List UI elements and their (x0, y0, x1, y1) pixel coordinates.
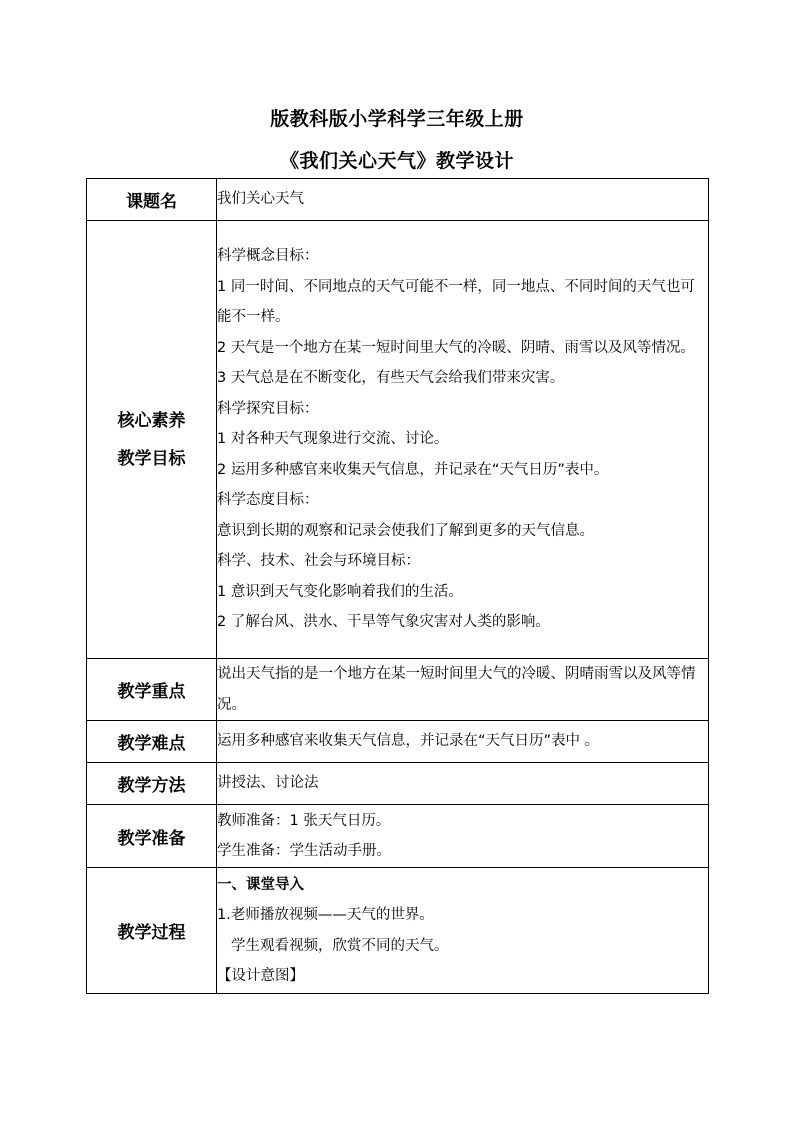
difficulties-value: 运用多种感官来收集天气信息，并记录在“天气日历”表中 。 (217, 721, 709, 763)
goal-line: 科学概念目标： (217, 248, 319, 265)
goals-label-line2: 教学目标 (117, 448, 186, 469)
goal-line: 科学态度目标： (217, 492, 319, 509)
design-intent: 【设计意图】 (217, 968, 304, 984)
goal-line: 3 天气总是在不断变化，有些天气会给我们带来灾害。 (217, 370, 565, 387)
table-row-preparation (87, 805, 709, 868)
document-title: 版教科版小学科学三年级上册 (270, 108, 524, 130)
goal-line: 科学、技术、社会与环境目标： (217, 553, 420, 570)
process-label: 教学过程 (87, 868, 217, 994)
table-row-process (87, 868, 709, 994)
difficulties-label: 教学难点 (87, 721, 217, 763)
goal-line: 意识到长期的观察和记录会使我们了解到更多的天气信息。 (217, 522, 594, 539)
goals-label-line1: 核心素养 (117, 410, 186, 431)
goal-line: 1 同一时间、不同地点的天气可能不一样，同一地点、不同时间的天气也可能不一样。 (217, 278, 695, 326)
process-heading: 一、课堂导入 (217, 876, 304, 893)
key-points-value: 说出天气指的是一个地方在某一短时间里大气的冷暖、阴晴雨雪以及风等情况。 (217, 659, 709, 721)
table-row-difficulties (87, 721, 709, 763)
key-points-label: 教学重点 (87, 659, 217, 721)
goal-line: 1 意识到天气变化影响着我们的生活。 (217, 583, 463, 600)
goals-label (87, 221, 217, 659)
document-subtitle: 《我们关心天气》教学设计 (279, 150, 514, 172)
goal-line: 2 了解台风、洪水、干旱等气象灾害对人类的影响。 (217, 614, 550, 631)
table-row-goals (87, 221, 709, 659)
methods-value: 讲授法、讨论法 (217, 763, 709, 805)
preparation-label: 教学准备 (87, 805, 217, 868)
process-step-detail: 学生观看视频，欣赏不同的天气。 (231, 937, 449, 954)
goal-line: 1 对各种天气现象进行交流、讨论。 (217, 431, 449, 448)
goal-line: 科学探究目标： (217, 400, 319, 417)
table-row-topic (87, 179, 709, 221)
lesson-plan-table (86, 178, 709, 994)
preparation-content (217, 805, 709, 868)
teacher-preparation: 教师准备：1 张天气日历。 (217, 812, 391, 829)
topic-label: 课题名 (87, 179, 217, 221)
process-content (217, 868, 709, 994)
goal-line: 2 运用多种感官来收集天气信息，并记录在“天气日历”表中。 (217, 461, 609, 478)
goals-content (217, 221, 709, 659)
student-preparation: 学生准备：学生活动手册。 (217, 843, 391, 859)
topic-value: 我们关心天气 (217, 179, 709, 221)
methods-label: 教学方法 (87, 763, 217, 805)
table-row-key-points (87, 659, 709, 721)
process-step: 1.老师播放视频——天气的世界。 (217, 907, 434, 923)
table-row-methods (87, 763, 709, 805)
goal-line: 2 天气是一个地方在某一短时间里大气的冷暖、阴晴、雨雪以及风等情况。 (217, 339, 695, 356)
